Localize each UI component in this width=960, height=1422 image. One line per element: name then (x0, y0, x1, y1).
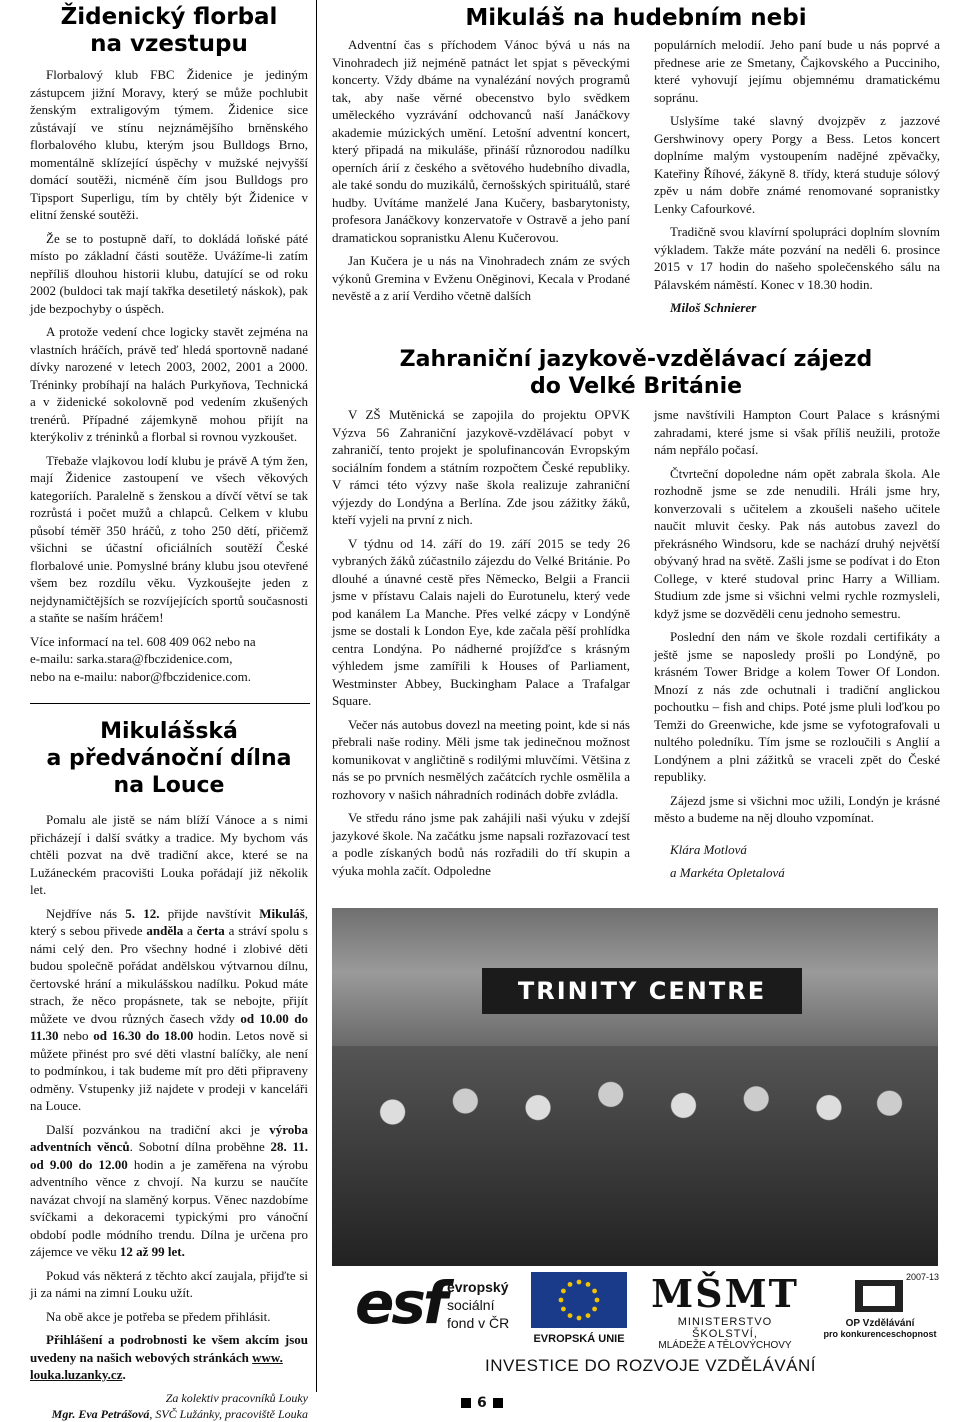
text-run: Přihlášení a podrobnosti ke všem akcím jsou uvedeny na našich webových stránkách (30, 1332, 308, 1365)
text-run: , který s sebou přivede (30, 905, 308, 938)
paragraph: Poslední den nám ve škole rozdali certifikáty a ještě jsme se naposledy prošli po Londýně, po krásném Tower Bridge a kolem Tower Of London. Mnozí z nás zde ochutnali i tradiční anglickou pochoutku – fish and chips. Poté jsme pluli loďkou po Temži do Greenwiche, kde jsme se vyfotografovali u nultého poledníku. Tím jsme se rozloučili s Anglií a Londýnem a plni zážitků se vraceli zpět do České republiky. (654, 629, 940, 784)
name-bold: anděla (146, 923, 184, 938)
signature-collective: Za kolektiv pracovníků Louky (165, 1390, 308, 1405)
contact-email-2: nebo na e-mailu: nabor@fbczidenice.com. (30, 668, 251, 684)
eu-star-icon (586, 1313, 591, 1318)
website-link[interactable]: www. (252, 1349, 283, 1365)
investment-banner: INVESTICE DO ROZVOJE VZDĚLÁVÁNÍ (485, 1356, 817, 1375)
signature-author-2: a Markéta Opletalová (670, 865, 785, 880)
paragraph: A protože vedení chce logicky stavět zejména na vlastních hráčích, právě teď hledá sportovně nadané dívky narozené v letech 2003, 2002, 2001 a 2000. Tréninky probíhají na halách Purkyňova, Technická a v židenické sokolovně pod vedením zkušených trenérů. Případné zájemkyně mohou přijít na kterýkoliv z tréninků a florbal si rovnou vyzkoušet. (30, 324, 308, 444)
author-name: Miloš Schnierer (670, 300, 757, 315)
eu-star-icon (586, 1282, 591, 1287)
msmt-mark: MŠMT (651, 1271, 799, 1316)
time-bold: od 16.30 do 18.00 (93, 1028, 194, 1043)
eu-label: EVROPSKÁ UNIE (533, 1333, 625, 1345)
op-shield-icon (851, 1276, 907, 1316)
text-run: . Sobotní dílna proběhne (129, 1139, 271, 1154)
esf-text-line: fond v ČR (447, 1315, 510, 1331)
text-run: nebo (58, 1028, 94, 1043)
paragraph (30, 1121, 308, 1261)
name-bold: Mikuláš (259, 905, 305, 921)
article-florbal-title-line2: na vzestupu (90, 31, 248, 57)
article-zajezd-col2 (654, 406, 940, 888)
eu-star-icon (568, 1282, 573, 1287)
article-mikulasska (30, 718, 308, 1422)
paragraph: Zájezd jsme si všichni moc užili, Londýn je krásné město a budeme na něj dlouho vzpomínat. (654, 792, 940, 825)
article-mikulas-col1 (332, 36, 630, 311)
paragraph: Třebaže vlajkovou lodí klubu je právě A tým žen, mají Židenice zastoupení ve všech věkových kategoriích. Paralelně s ženskou a dívčí větví se tak rozrůstá i počet mužů a chlapců. Celkem v klubu působí téměř 350 hráčů, z toho 250 dětí, přičemž všichni se účastní oficiálních soutěží České florbalové unie. Pomyslné brány klubu jsou otevřené všem bez rozdílu věku. Vyzkoušejte jeden z nejdynamičtějších se rozvíjejících sportů současnosti a staňte se naším hráčem! (30, 452, 308, 625)
text-run: a (183, 923, 197, 938)
article-mikulas-hudebni (332, 4, 940, 38)
eu-star-icon (577, 1280, 582, 1285)
text-run: a stráví spolu s námi celý den. Pro všechny hodné i zlobivé děti budou společně pořádat andělskou výtvarnou dílnu, čertovské hrání a mikulášskou nadílku. Pokud máte strach, že něco propásnete, tak se nebojte, přijít můžete ve dvou různých časech vždy (30, 923, 308, 1026)
text-run: hodin a je zaměřena na výrobu adventního věnce z chvojí. Na kurzu se naučíte navázat chvojí na slaměný korpus. Věnec nazdobíme svíčkami a dekoracemi typickými pro vánoční období podle módního trendu. Dílna je určena pro zájemce ve věku (30, 1156, 309, 1259)
article-florbal (30, 4, 308, 685)
eu-star-icon (577, 1316, 582, 1321)
article-mikulas-hudebni-title: Mikuláš na hudebním nebi (465, 5, 807, 31)
article-zajezd-title-line2: do Velké Británie (529, 374, 743, 399)
text-run: Další pozvánkou na tradiční akci je (46, 1121, 270, 1137)
time-bold: od 10.00 do 11.30 (30, 1010, 308, 1043)
paragraph: Tradičně svou klavírní spolupráci doplním slovním výkladem. Takže máte pozvání na neděli 6. prosince 2015 v 17 hodin do našeho společenského sálu na Pálavském náměstí. Konec v 18.30 hodin. (654, 224, 940, 292)
funding-logos (355, 1269, 945, 1384)
eu-star-icon (561, 1289, 566, 1294)
text-run: . (122, 1367, 126, 1382)
article-mikulasska-title-line1: Mikulášská (100, 719, 238, 744)
paragraph: Florbalový klub FBC Židenice je jediným zástupcem jižní Moravy, který se může pochlubit ženským extraligovým týmem. Židenice sice zůstávají ve stínu nejznámějšího brněnského florbalového klubu, kterým jsou Bulldogs Brno, momentálně sklízející úspěchy v mužské nejvyšší domácí soutěži, nicméně čím jsou Bulldogs pro Tipsport Superligu, tím by chtěly být Židenice v elitní ženské soutěži. (30, 67, 308, 222)
text-run: hodin. Letos nově si můžete přinést pro své děti vlastní balíčky, ale není to podmínkou, i tak budeme mít pro děti připraveny odměny. Vstupenky již najdete v prodeji v kanceláři na Louce. (30, 1028, 308, 1113)
eu-star-icon (595, 1298, 600, 1303)
contact-phone: Více informací na tel. 608 409 062 nebo na (30, 633, 256, 649)
article-mikulasska-title (30, 718, 308, 799)
paragraph: populárních melodií. Jeho paní bude u nás poprvé a přednese arie ze Smetany, Čajkovského a Pucciniho, které vyhovují jejímu objemnému dramatickému sopránu. (654, 37, 940, 105)
eu-star-icon (592, 1289, 597, 1294)
signature (654, 299, 940, 317)
eu-star-icon (561, 1307, 566, 1312)
op-logo (817, 1272, 943, 1344)
article-mikulasska-title-line3: na Louce (113, 773, 225, 798)
contact-email-1: e-mailu: sarka.stara@fbczidenice.com, (30, 651, 233, 666)
age-bold: 12 až 99 let. (119, 1244, 185, 1259)
paragraph: Jan Kučera je u nás na Vinohradech znám ze svých výkonů Gremina v Evženu Oněginovi, Kecala v Prodané nevěstě a z arií Verdiho včetně dalších (332, 253, 630, 303)
section-divider-left (30, 703, 310, 704)
paragraph: Uslyšíme také slavný dvojzpěv z jazzové Gershwinovy opery Porgy a Bess. Letos koncert doplníme malým vystoupením nadějné zpěvačky, Kateřiny Říhové, žákyně 8. třídy, která studuje sólový zpěv u nám dobře známé renomované sopranistky Lenky Cafourkové. (654, 113, 940, 216)
paragraph: Večer nás autobus dovezl na meeting point, kde si nás přebrali naše rodiny. Měli jsme tak jedinečnou možnost komunikovat v angličtině s rodilými mluvčími. Většina z nás se po prvních nesmělých začátcích rychle osmělila a rozhovory v našich náhradních rodinách dobře zvládla. (332, 716, 630, 802)
text-run: přijde navštívit (159, 905, 260, 921)
signature-author-1: Klára Motlová (670, 841, 747, 857)
text-run: Nejdříve nás (46, 905, 126, 921)
name-bold: čerta (196, 923, 225, 938)
author-org: , SVČ Lužánky, pracoviště Louka (149, 1406, 308, 1421)
paragraph: Na obě akce je potřeba se předem přihlásit. (46, 1308, 271, 1324)
paragraph: Ve středu ráno jsme pak zahájili naši výuku v zdejší jazykové škole. Na začátku jsme napsali rozřazovací test a podle získaných bodů nás rozřadili do tří skupin a výuka mohla začít. Odpoledne (332, 810, 630, 878)
column-divider-left (316, 0, 317, 1392)
signature-author (30, 1406, 308, 1422)
esf-logo (355, 1269, 520, 1344)
paragraph: Pomalu ale jistě se nám blíží Vánoce a s nimi přicházejí i další svátky a tradice. My bychom vás chtěli pozvat na dvě tradiční akce, které se na Lužáneckém pracovišti Louka pořádají již několik let. (30, 812, 308, 897)
paragraph (30, 1331, 308, 1384)
msmt-line1: MINISTERSTVO ŠKOLSTVÍ, (677, 1316, 773, 1340)
article-florbal-title (30, 4, 308, 58)
article-zajezd-title (332, 346, 940, 400)
eu-star-icon (559, 1298, 564, 1303)
page-number-value: 6 (477, 1395, 487, 1411)
date-bold: 28. 11. od 9.00 do 12.00 (30, 1139, 308, 1172)
page-number (455, 1395, 509, 1411)
paragraph: Čtvrteční dopoledne nám opět zabrala škola. Ale rozhodně jsme se zde nenudili. Hráli jsme hry, konverzovali s učitelem a zkoušeli našeho učitele naučit mluvit česky. Pak nás autobus zavezl do překrásného Windsoru, kde se nachází druhý největší obývaný hrad na světě. Zašli jsme se podívat i do Eton College, v které studoval princ Harry a William. Studium zde jsme si všichni velmi rychle rozmysleli, když jsme se dozvěděli cenu jednoho semestru. (654, 465, 940, 621)
paragraph: Adventní čas s příchodem Vánoc bývá u nás na Vinohradech již nejméně patnáct let spjat s pěveckými koncerty. Vždy dbáme na vynalézání nových programů tak, aby naše věrné obecenstvo bylo svědkem uměleckého vyzrávání odchovanců naší Janáčkovy akademie múzických umění. Letošní adventní koncert, který připadá na mikuláše, přináší různorodou nadílku operních árií z českého a světového hudebního divadla, ale také sondu do muzikálů, černošských spirituálů, staré hudby. Uvítáme manželé Jana Kučery, basbarytonisty, profesora Janáčkovy konzervatoře v Ostravě a jeho paní dramatickou sopranistku Alenu Kučerovou. (332, 37, 630, 245)
paragraph: jsme navštívili Hampton Court Palace s krásnými zahradami, které jsme si však příliš neužili, protože nám nepřálo počasí. (654, 407, 940, 457)
paragraph: V ZŠ Mutěnická se zapojila do projektu OPVK Výzva 56 Zahraniční jazykově-vzdělávací pobyt v zahraničí, tento projekt je spolufinancován Evropským sociálním fondem a státním rozpočtem České republiky. V rámci této výzvy naše škola realizuje zahraniční výjezdy do Londýna a Berlína. Zde jsou zážitky žáků, kteří vyjeli na první z nich. (332, 407, 630, 527)
website-link[interactable]: louka.luzanky.cz (30, 1367, 123, 1382)
paragraph: Že se to postupně daří, to dokládá loňské páté místo po základní části soutěže. Uvážíme-li zatím nepříliš dlouhou historii klubu, datující se od roku 2002 (buldoci tak mají takřka desetiletý náskok), pak jde bezpochyby o úspěch. (30, 230, 308, 316)
event-bold: výroba adventních věnců (30, 1121, 308, 1154)
msmt-logo (645, 1271, 805, 1351)
esf-text-line: sociální (447, 1297, 495, 1313)
date-bold: 5. 12. (125, 905, 160, 921)
trinity-centre-sign: TRINITY CENTRE (482, 968, 802, 1014)
op-text (817, 1318, 943, 1339)
eu-star-icon (568, 1313, 573, 1318)
eu-logo (531, 1272, 631, 1344)
op-years: 2007-13 (905, 1272, 939, 1282)
group-photo (332, 908, 938, 1266)
article-mikulas-col2 (654, 36, 940, 323)
article-zajezd-title-line1: Zahraniční jazykově-vzdělávací zájezd (399, 347, 873, 372)
paragraph (30, 905, 308, 1115)
paragraph: V týdnu od 14. září do 19. září 2015 se tedy 26 vybraných žáků zúčastnilo zájezdu do Velké Británie. Po dlouhé a únavné cestě přes Německo, Belgii a Francii jsme v přístavu Calais najeli do Eurotunelu, který vede pod kanálem La Manche. Přes velké zácpy v Londýně jsme se dostali k London Eye, kde začala pěší prohlídka centra Londýna. Po nádherné projížďce s krásným výhledem jsme zamířili k Houses of Parliament, Westminster Abbey, Buckingham Palace a Trafalgar Square. (332, 535, 630, 708)
article-mikulasska-title-line2: a předvánoční dílna (46, 746, 292, 771)
author-name: Mgr. Eva Petrášová (51, 1406, 150, 1421)
eu-star-icon (592, 1307, 597, 1312)
students-group (332, 1046, 938, 1266)
op-text-line: OP Vzdělávání (845, 1318, 915, 1329)
esf-text-line: evropský (447, 1279, 509, 1295)
square-bullet-icon (461, 1398, 471, 1408)
op-text-line: pro konkurenceschopnost (823, 1329, 937, 1339)
eu-flag-icon (531, 1272, 627, 1328)
esf-mark: esf (355, 1269, 446, 1337)
article-florbal-title-line1: Židenický florbal (60, 4, 278, 30)
esf-text (447, 1278, 509, 1332)
article-zajezd-col1 (332, 406, 630, 885)
paragraph: Pokud vás některá z těchto akcí zaujala, přijďte si ji za námi na zimní Louku užít. (30, 1267, 308, 1300)
article-zajezd-header (332, 346, 940, 400)
square-bullet-icon (493, 1398, 503, 1408)
msmt-line2: MLÁDEŽE A TĚLOVÝCHOVY (658, 1340, 792, 1351)
